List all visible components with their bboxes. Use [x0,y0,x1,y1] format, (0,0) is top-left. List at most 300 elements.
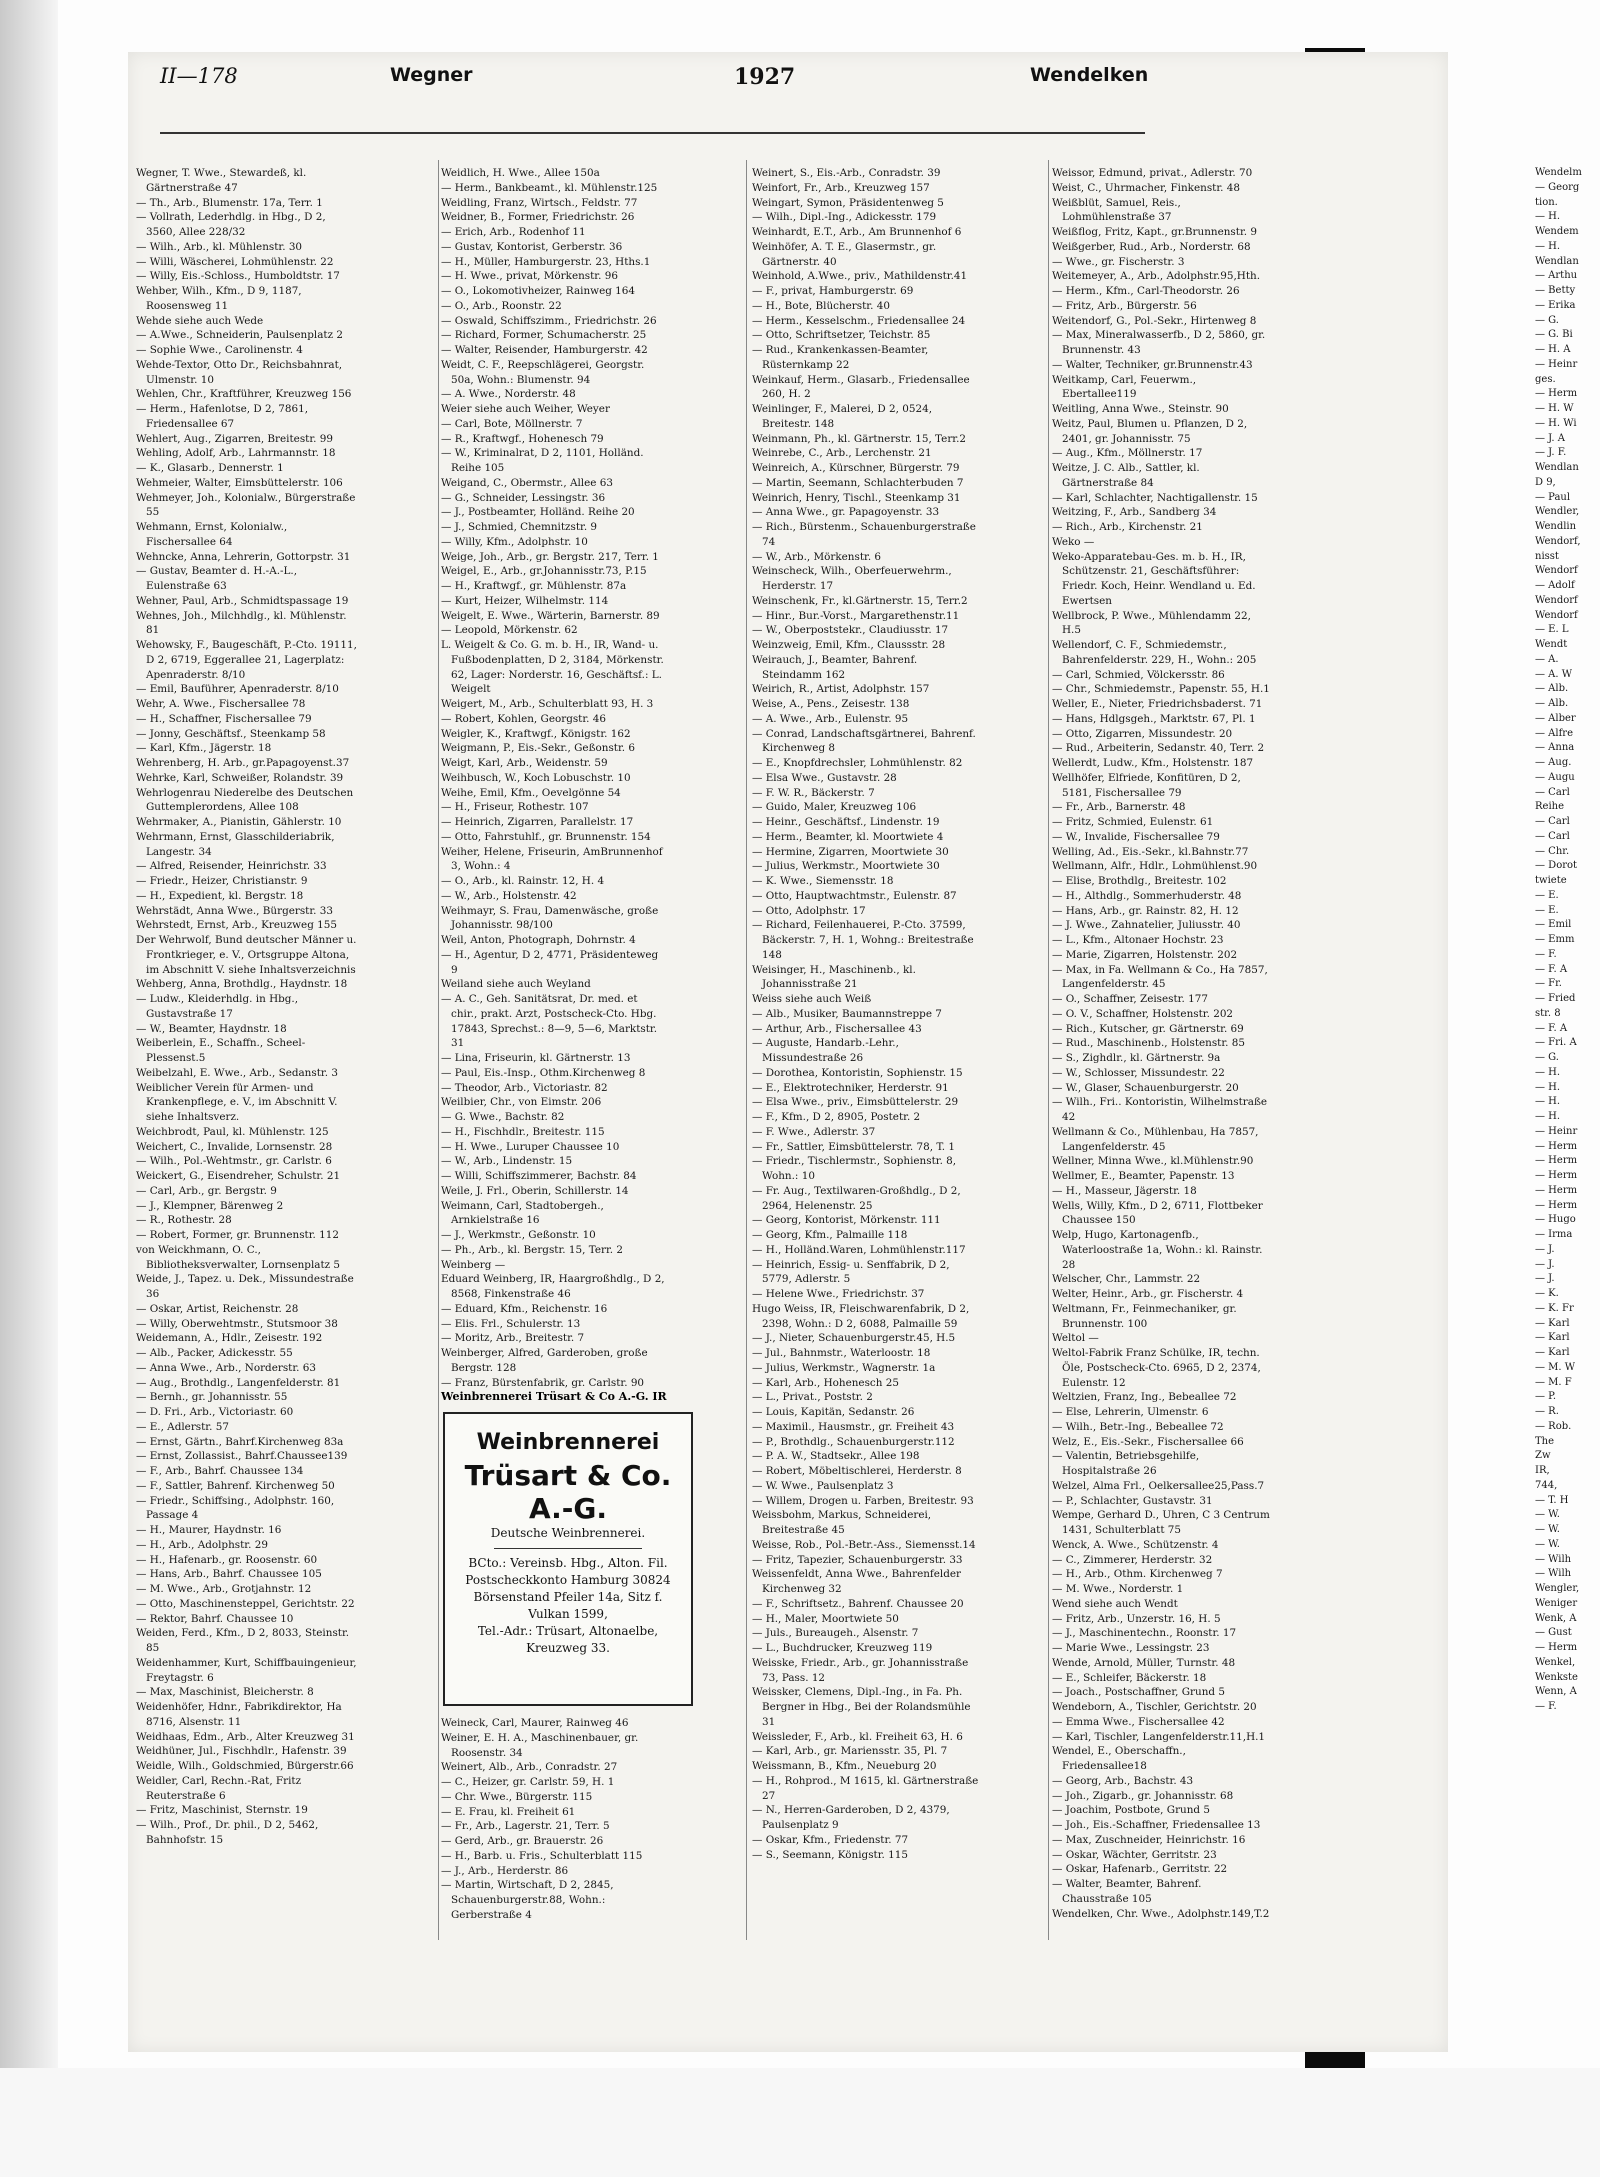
directory-column-4 [1052,166,1270,1956]
directory-entry: Weißblüt, Samuel, Reis., Lohmühlenstraße 37 [1052,196,1181,224]
page-number: II—178 [160,64,238,88]
directory-entry: — Augu [1535,771,1575,783]
directory-entry: Weinmann, Ph., kl. Gärtnerstr. 15, Terr.2 [752,432,967,445]
directory-entry: — R. [1535,1406,1559,1417]
directory-entry: — H., Maurer, Haydnstr. 16 [136,1524,282,1536]
directory-entry: Wehmann, Ernst, Kolonialw., Fischersallee 64 [136,521,288,548]
directory-entry: Weinreich, A., Kürschner, Bürgerstr. 79 [752,462,960,474]
directory-entry: — Hugo [1535,1214,1576,1226]
directory-entry: — L., Kfm., Altonaer Hochstr. 23 [1052,934,1224,946]
directory-entry: — Robert, Former, gr. Brunnenstr. 112 [136,1229,339,1241]
directory-entry: — Fritz, Arb., Bürgerstr. 56 [1052,299,1197,312]
directory-entry: — Anna Wwe., gr. Papagoyenstr. 33 [752,506,940,519]
directory-entry: — Max, in Fa. Wellmann & Co., Ha 7857, Langenfelderstr. 45 [1052,963,1268,991]
directory-entry: — G. [1535,1052,1559,1063]
directory-entry: — Georg, Arb., Bachstr. 43 [1052,1774,1194,1787]
directory-entry: — W., Invalide, Fischersallee 79 [1052,830,1220,843]
directory-entry: — Emil, Bauführer, Apenraderstr. 8/10 [136,683,339,696]
directory-entry: Wehr, A. Wwe., Fischersallee 78 [136,698,306,710]
directory-entry: — Otto, Fahrstuhlf., gr. Brunnenstr. 154 [441,830,651,843]
directory-entry: — Irma [1535,1229,1573,1240]
directory-entry: — F., privat, Hamburgerstr. 69 [752,285,914,297]
directory-entry: tion. [1535,196,1558,208]
directory-entry: — T. H [1535,1494,1569,1506]
directory-entry: — A.Wwe., Schneiderin, Paulsenplatz 2 [136,329,343,342]
directory-entry: — J. [1535,1258,1555,1270]
directory-entry: nisst [1535,550,1559,562]
directory-entry: — Vollrath, Lederhdlg. in Hbg., D 2, 3560, Allee 228/32 [136,211,326,238]
directory-entry: Wendlin [1535,521,1577,532]
directory-entry: — Karl [1535,1347,1570,1358]
directory-entry: — Else, Lehrerin, Ulmenstr. 6 [1052,1406,1209,1418]
directory-entry: Weller, E., Nieter, Friedrichsbaderst. 71 [1052,698,1263,710]
directory-entry: Wehberg, Anna, Brothdlg., Haydnstr. 18 [136,978,348,991]
directory-entry: Weinkauf, Herm., Glasarb., Friedensallee 260, H. 2 [752,373,970,401]
directory-entry: Weissbohm, Markus, Schneiderei, Breitestraße 45 [752,1509,932,1536]
directory-entry: — H., Arb., Othm. Kirchenweg 7 [1052,1568,1223,1581]
directory-entry: Weickert, G., Eisendreher, Schulstr. 21 [136,1170,341,1182]
directory-entry: The [1535,1435,1555,1447]
directory-entry: — Carl, Schmied, Völckersstr. 86 [1052,668,1225,681]
directory-entry: Weingart, Symon, Präsidentenweg 5 [752,196,944,209]
directory-entry: — H. Wi [1535,417,1577,429]
directory-entry: — Herm., Kesselschm., Friedensallee 24 [752,314,966,327]
directory-entry: — H. [1535,1096,1561,1108]
directory-entry: Wellbrock, P. Wwe., Mühlendamm 22, H.5 [1052,609,1251,637]
directory-entry: — F. A [1535,963,1568,975]
directory-entry: Wendelken, Chr. Wwe., Adolphstr.149,T.2 [1052,1907,1270,1920]
directory-entry: Wellendorf, C. F., Schmiedemstr., Bahrenfelderstr. 229, H., Wohn.: 205 [1052,639,1257,666]
directory-entry: Reihe [1535,801,1565,813]
directory-entry: — Julius, Werkmstr., Wagnerstr. 1a [752,1361,936,1374]
directory-entry: — F. Wwe., Adlerstr. 37 [752,1125,876,1138]
directory-entry: Weinberg — [441,1258,506,1271]
directory-entry: — M. Wwe., Norderstr. 1 [1052,1583,1184,1595]
directory-entry: — Carl [1535,816,1570,827]
column-divider [438,160,439,1940]
directory-entry: Weltzien, Franz, Ing., Bebeallee 72 [1052,1391,1237,1404]
directory-entry: Wellmer, E., Beamter, Papenstr. 13 [1052,1170,1235,1182]
directory-entry: Weigel, E., Arb., gr.Johannisstr.73, P.15 [441,565,647,578]
directory-entry: — Dorothea, Kontoristin, Sophienstr. 15 [752,1066,963,1079]
directory-entry: — Oskar, Hafenarb., Gerritstr. 22 [1052,1863,1228,1876]
directory-entry: — Aug. [1535,757,1572,768]
directory-entry: Weier siehe auch Weiher, Weyer [441,403,610,415]
directory-entry: — E., Knopfdrechsler, Lohmühlenstr. 82 [752,757,963,769]
directory-entry: Weise, A., Pens., Zeisestr. 138 [752,698,910,710]
directory-entry: — J. A [1535,432,1565,444]
directory-entry: — Herm., Bankbeamt., kl. Mühlenstr.125 [441,181,658,194]
directory-entry: — W., Arb., Lindenstr. 15 [441,1155,573,1168]
directory-entry: Wehling, Adolf, Arb., Lahrmannstr. 18 [136,447,336,460]
directory-entry: Weitz, Paul, Blumen u. Pflanzen, D 2, 2401, gr. Johannisstr. 75 [1052,417,1248,445]
directory-entry: D 9, [1535,476,1556,488]
ad-street: Kreuzweg 33. [526,1641,610,1655]
directory-entry: — Hans, Hdlgsgeh., Marktstr. 67, Pl. 1 [1052,712,1256,725]
directory-entry: Weiher, Helene, Friseurin, AmBrunnenhof 3, Wohn.: 4 [441,845,663,873]
directory-entry: Wehrstedt, Ernst, Arb., Kreuzweg 155 [136,919,337,932]
directory-entry: Wellner, Minna Wwe., kl.Mühlenstr.90 [1052,1155,1254,1168]
directory-entry: — Rektor, Bahrf. Chaussee 10 [136,1612,294,1625]
directory-entry: — H., Agentur, D 2, 4771, Präsidenteweg 9 [441,948,659,976]
directory-entry: — Alfred, Reisender, Heinrichstr. 33 [136,860,327,873]
directory-entry: Weinrich, Henry, Tischl., Steenkamp 31 [752,491,961,504]
header-rule [160,132,1145,134]
directory-entry: — H., Hafenarb., gr. Roosenstr. 60 [136,1553,318,1566]
directory-entry: — J. Wwe., Zahnatelier, Juliusstr. 40 [1052,919,1241,932]
directory-entry: — Friedr., Heizer, Christianstr. 9 [136,875,308,887]
directory-entry: — Ernst, Gärtn., Bahrf.Kirchenweg 83a [136,1435,344,1448]
directory-entry: Welz, E., Eis.-Sekr., Fischersallee 66 [1052,1435,1244,1448]
directory-entry: — Jul., Bahnmstr., Waterloostr. 18 [752,1347,931,1359]
directory-entry: twiete [1535,875,1567,886]
directory-entry: Weissenfeldt, Anna Wwe., Bahrenfelder Kirchenweg 32 [752,1568,961,1595]
first-entry-keyword: Wegner [390,64,473,86]
directory-entry: — J., Schmied, Chemnitzstr. 9 [441,521,598,533]
page-header [150,64,1150,98]
directory-entry: — Georg [1535,181,1580,193]
directory-entry: — Chr. Wwe., Bürgerstr. 115 [441,1790,593,1803]
directory-entry: — F., Kfm., D 2, 8905, Postetr. 2 [752,1111,921,1123]
directory-entry: — Richard, Former, Schumacherstr. 25 [441,329,647,342]
directory-entry: Wehner, Paul, Arb., Schmidtspassage 19 [136,594,349,607]
directory-entry: — W. [1535,1524,1560,1535]
directory-entry: — Arthur, Arb., Fischersallee 43 [752,1022,922,1035]
directory-entry: — H., Barb. u. Fris., Schulterblatt 115 [441,1849,643,1862]
directory-entry: — C., Zimmerer, Herderstr. 32 [1052,1553,1213,1566]
directory-entry: Weidemann, A., Hdlr., Zeisestr. 192 [136,1332,323,1345]
directory-entry: — Auguste, Handarb.-Lehr., Missundestraße 26 [752,1037,899,1064]
directory-entry: — H. Wwe., privat, Mörkenstr. 96 [441,270,618,283]
directory-entry: Weissor, Edmund, privat., Adlerstr. 70 [1052,167,1253,179]
directory-entry: — Elsa Wwe., Gustavstr. 28 [752,771,897,784]
directory-entry: — G. Wwe., Bachstr. 82 [441,1111,565,1123]
directory-entry: Wenck, A. Wwe., Schützenstr. 4 [1052,1538,1219,1551]
directory-entry: — Carl [1535,786,1570,798]
directory-entry: — Leopold, Mörkenstr. 62 [441,624,578,637]
directory-entry: — Wilh [1535,1568,1572,1580]
left-margin-shadow [0,0,58,2177]
directory-entry: Weitzing, F., Arb., Sandberg 34 [1052,506,1217,519]
directory-entry: Weirich, R., Artist, Adolphstr. 157 [752,683,930,696]
directory-entry: Weigert, M., Arb., Schulterblatt 93, H. 3 [441,698,654,710]
column-divider [746,160,747,1940]
directory-entry: — Kurt, Heizer, Wilhelmstr. 114 [441,594,609,607]
directory-entry: Wehber, Wilh., Kfm., D 9, 1187, Roosensweg 11 [136,285,302,312]
directory-entry: — P., Brothdlg., Schauenburgerstr.112 [752,1435,955,1448]
directory-entry: Wehlert, Aug., Zigarren, Breitestr. 99 [136,432,333,445]
directory-entry: Wehncke, Anna, Lehrerin, Gottorpstr. 31 [136,550,351,563]
directory-entry: Weiner, E. H. A., Maschinenbauer, gr. Roosenstr. 34 [441,1731,639,1759]
directory-entry: — O., Arb., Roonstr. 22 [441,299,562,312]
directory-entry: — H. [1535,240,1561,252]
directory-entry: Weisske, Friedr., Arb., gr. Johannisstraße 73, Pass. 12 [752,1656,969,1684]
directory-entry: Wehde-Textor, Otto Dr., Reichsbahnrat, Ulmenstr. 10 [136,358,343,386]
directory-entry: Wellmann & Co., Mühlenbau, Ha 7857, Langenfelderstr. 45 [1052,1125,1259,1153]
directory-entry: Weinrebe, C., Arb., Lerchenstr. 21 [752,447,932,460]
directory-entry: — J., Nieter, Schauenburgerstr.45, H.5 [752,1332,956,1345]
directory-entry: — D. Fri., Arb., Victoriastr. 60 [136,1406,294,1418]
directory-entry: — E., Adlerstr. 57 [136,1420,229,1433]
directory-entry: Wendler, [1535,506,1580,518]
directory-entry: — Herm., Kfm., Carl-Theodorstr. 26 [1052,285,1240,297]
directory-entry: — Fr. Aug., Textilwaren-Großhdlg., D 2, 2964, Helenenstr. 25 [752,1184,961,1212]
directory-entry: — K. Wwe., Siemensstr. 18 [752,875,894,887]
directory-entry: Welzel, Alma Frl., Oelkersallee25,Pass.7 [1052,1479,1265,1492]
directory-entry: — Aug., Brothdlg., Langenfelderstr. 81 [136,1376,341,1389]
directory-entry: — H., Bote, Blücherstr. 40 [752,299,890,312]
directory-entry: — Wilh., Prof., Dr. phil., D 2, 5462, Bahnhofstr. 15 [136,1819,319,1846]
directory-entry: Weichbrodt, Paul, kl. Mühlenstr. 125 [136,1125,329,1138]
directory-entry: — Moritz, Arb., Breitestr. 7 [441,1332,585,1345]
directory-entry: von Weickhmann, O. C., Bibliotheksverwalter, Lornsenplatz 5 [136,1243,341,1271]
directory-entry: — Marie Wwe., Lessingstr. 23 [1052,1642,1210,1654]
directory-entry: — L., Privat., Poststr. 2 [752,1391,873,1404]
directory-entry: — W. [1535,1509,1560,1521]
directory-entry: — Fritz, Tapezier, Schauenburgerstr. 33 [752,1553,963,1566]
directory-entry: Weidenhammer, Kurt, Schiffbauingenieur, Freytagstr. 6 [136,1656,357,1684]
directory-column-2-continued [441,1716,667,1956]
directory-entry: Weidenhöfer, Hdnr., Fabrikdirektor, Ha 8716, Alsenstr. 11 [136,1701,342,1728]
directory-entry: — R., Rothestr. 28 [136,1214,232,1227]
directory-entry: — H., Althdlg., Sommerhuderstr. 48 [1052,889,1242,902]
directory-entry: — Fr., Sattler, Eimsbüttelerstr. 78, T. 1 [752,1140,955,1153]
directory-entry: Wellmann, Alfr., Hdlr., Lohmühlenst.90 [1052,860,1258,873]
directory-entry: Wendlan [1535,462,1579,473]
directory-entry: — A. W [1535,668,1573,680]
directory-entry: — M. F [1535,1376,1572,1388]
directory-entry: — Arthu [1535,270,1578,282]
directory-entry: Weineck, Carl, Maurer, Rainweg 46 [441,1717,629,1729]
directory-entry: Wendorf [1535,609,1578,621]
directory-entry: — Alb. [1535,683,1569,695]
directory-entry: Weissleder, F., Arb., kl. Freiheit 63, H. 6 [752,1730,963,1743]
directory-entry: — Wilh [1535,1553,1572,1565]
directory-entry: — F., Arb., Bahrf. Chaussee 134 [136,1465,304,1477]
directory-entry: — Franz, Bürstenfabrik, gr. Carlstr. 90 [441,1376,645,1388]
directory-entry: Welp, Hugo, Kartonagenfb., Waterloostraße 1a, Wohn.: kl. Rainstr. 28 [1052,1229,1263,1271]
directory-entry: Weidler, Carl, Rechn.-Rat, Fritz Reuterstraße 6 [136,1774,302,1802]
directory-entry: — E. [1535,889,1559,901]
directory-entry: Wehmeier, Walter, Eimsbüttelerstr. 106 [136,476,343,489]
directory-entry: — Willem, Drogen u. Farben, Breitestr. 93 [752,1494,974,1507]
directory-entry: Wenk, A [1535,1612,1577,1624]
directory-entry: Wehrlogenrau Niederelbe des Deutschen Guttemplerordens, Allee 108 [136,786,354,814]
directory-entry: — Conrad, Landschaftsgärtnerei, Bahrenf. Kirchenweg 8 [752,727,976,755]
directory-entry: Weigelt, E. Wwe., Wärterin, Barnerstr. 89 [441,609,660,622]
directory-entry: Wendorf [1535,565,1578,577]
directory-entry: Weile, J. Frl., Oberin, Schillerstr. 14 [441,1184,629,1197]
directory-entry: — Fritz, Maschinist, Sternstr. 19 [136,1804,308,1817]
directory-entry: — F. [1535,948,1557,960]
directory-entry: — W., Oberpoststekr., Claudiusstr. 17 [752,624,949,637]
directory-entry: — Emm [1535,934,1575,945]
directory-entry: — Sophie Wwe., Carolinenstr. 4 [136,344,303,356]
directory-entry: IR, [1535,1465,1550,1476]
directory-entry: — Heinr [1535,1125,1578,1137]
directory-entry: Weltol-Fabrik Franz Schülke, IR, techn. Öle, Postscheck-Cto. 6965, D 2, 2374, Eulenstr. 12 [1052,1347,1261,1389]
directory-entry: — P., Schlachter, Gustavstr. 31 [1052,1494,1213,1507]
directory-entry: — Herm [1535,1140,1578,1152]
directory-entry: — Walter, Reisender, Hamburgerstr. 42 [441,344,648,356]
directory-entry: Wehrmaker, A., Pianistin, Gählerstr. 10 [136,816,342,828]
directory-entry: — J., Klempner, Bärenweg 2 [136,1199,284,1212]
directory-entry: — Wilh., Arb., kl. Mühlenstr. 30 [136,240,303,253]
directory-entry: — Elise, Brothdlg., Breitestr. 102 [1052,875,1227,887]
directory-entry: — Julius, Werkmstr., Moortwiete 30 [752,860,940,873]
directory-entry: Weibelzahl, E. Wwe., Arb., Sedanstr. 3 [136,1066,338,1079]
directory-entry: — H. [1535,1111,1561,1122]
directory-entry: — O., Arb., kl. Rainstr. 12, H. 4 [441,875,605,887]
directory-entry: — H., Schaffner, Fischersallee 79 [136,712,312,725]
directory-entry: Hugo Weiss, IR, Fleischwarenfabrik, D 2, 2398, Wohn.: D 2, 6088, Palmaille 59 [752,1302,970,1330]
directory-entry: — Karl, Kfm., Jägerstr. 18 [136,742,272,755]
directory-entry: — Chr., Schmiedemstr., Papenstr. 55, H.1 [1052,683,1270,696]
directory-entry: 744, [1535,1479,1558,1491]
directory-entry: — Rich., Bürstenm., Schauenburgerstraße 74 [752,521,976,548]
directory-entry: — Otto, Zigarren, Missundestr. 20 [1052,727,1233,740]
directory-entry: — Louis, Kapitän, Sedanstr. 26 [752,1406,915,1418]
directory-entry: — Fri. A [1535,1037,1577,1049]
directory-entry: — Dorot [1535,860,1578,872]
directory-entry: Weihe, Emil, Kfm., Oevelgönne 54 [441,786,621,799]
directory-entry: — Carl, Bote, Möllnerstr. 7 [441,417,583,430]
directory-entry: Wenn, A [1535,1686,1577,1698]
directory-entry: — Betty [1535,285,1576,296]
directory-entry: — M. W [1535,1361,1576,1373]
directory-entry: Weinhold, A.Wwe., priv., Mathildenstr.41 [752,270,968,283]
directory-entry: Wenkste [1535,1671,1578,1683]
directory-entry: — Karl, Schlachter, Nachtigallenstr. 15 [1052,491,1258,504]
directory-entry: Weniger [1535,1597,1578,1609]
directory-entry: — W. [1535,1538,1560,1550]
bottom-margin [0,2068,1600,2177]
directory-entry: — Max, Maschinist, Bleicherstr. 8 [136,1686,314,1699]
directory-entry: — H. [1535,1066,1561,1078]
directory-entry: — Otto, Adolphstr. 17 [752,904,866,917]
directory-entry: — Walter, Beamter, Bahrenf. Chausstraße 105 [1052,1878,1202,1905]
directory-entry: — Theodor, Arb., Victoriastr. 82 [441,1081,608,1094]
directory-entry: Wehrstädt, Anna Wwe., Bürgerstr. 33 [136,904,334,917]
directory-entry: — Fritz, Arb., Unzerstr. 16, H. 5 [1052,1612,1221,1625]
ad-company-name: Trüsart & Co. A.-G. [464,1459,672,1525]
directory-entry: — Carl [1535,830,1570,842]
directory-entry: — Lina, Friseurin, kl. Gärtnerstr. 13 [441,1052,631,1064]
directory-entry: — Rich., Kutscher, gr. Gärtnerstr. 69 [1052,1022,1244,1035]
directory-entry: — Paul [1535,491,1571,503]
directory-entry: — J. [1535,1273,1555,1285]
directory-entry: Wende, Arnold, Müller, Turnstr. 48 [1052,1656,1236,1669]
directory-entry: — Georg, Kfm., Palmaille 118 [752,1229,908,1241]
directory-entry: — H. [1535,211,1561,223]
directory-entry: — Elsa Wwe., priv., Eimsbüttelerstr. 29 [752,1096,959,1109]
directory-entry: — Fritz, Schmied, Eulenstr. 61 [1052,816,1214,828]
directory-entry: — K. [1535,1288,1559,1299]
directory-entry: Wenkel, [1535,1656,1576,1668]
directory-entry: Weitkamp, Carl, Feuerwm., Ebertallee119 [1052,373,1197,401]
directory-entry: — Erika [1535,299,1576,311]
directory-entry: Weidle, Wilh., Goldschmied, Bürgerstr.66 [136,1760,354,1772]
directory-entry: Wendel, E., Oberschaffn., Friedensallee18 [1052,1745,1186,1772]
directory-entry: — Karl [1535,1317,1570,1329]
directory-entry: — Friedr., Schiffsing., Adolphstr. 160, Passage 4 [136,1494,335,1522]
directory-entry: — Heinrich, Zigarren, Parallelstr. 17 [441,816,634,828]
directory-entry: Weigand, C., Obermstr., Allee 63 [441,476,613,489]
directory-entry: — H. [1535,1081,1561,1093]
directory-entry: — Hinr., Bur.-Vorst., Margarethenstr.11 [752,609,960,622]
directory-entry: — Karl, Arb., Hohenesch 25 [752,1376,899,1389]
directory-entry: Weinschenk, Fr., kl.Gärtnerstr. 15, Terr.2 [752,594,968,607]
directory-entry: Wendorf [1535,594,1578,606]
directory-entry: — Fr. [1535,978,1562,990]
directory-entry: — Alfre [1535,727,1573,739]
directory-entry: Wempe, Gerhard D., Uhren, C 3 Centrum 1431, Schulterblatt 75 [1052,1509,1270,1536]
directory-entry: — Heinrich, Essig- u. Senffabrik, D 2, 5779, Adlerstr. 5 [752,1258,950,1286]
directory-entry: Weißgerber, Rud., Arb., Norderstr. 68 [1052,240,1251,253]
directory-entry: Weinlinger, F., Malerei, D 2, 0524, Breitestr. 148 [752,403,933,430]
directory-entry: — Alb., Packer, Adickesstr. 55 [136,1347,293,1359]
directory-entry: — Guido, Maler, Kreuzweg 106 [752,801,917,814]
directory-entry: Weitemeyer, A., Arb., Adolphstr.95,Hth. [1052,270,1260,283]
directory-entry: Weigt, Karl, Arb., Weidenstr. 59 [441,757,608,769]
directory-entry: — Herm [1535,1199,1578,1211]
directory-entry: — Eduard, Kfm., Reichenstr. 16 [441,1302,608,1315]
directory-entry: — A. C., Geh. Sanitätsrat, Dr. med. et chir., prakt. Arzt, Postscheck-Cto. Hbg. 17843, Sprechst.: 8—9, 5—6, Marktstr. 31 [441,993,658,1050]
directory-entry: — Fried [1535,993,1576,1004]
directory-entry: — Karl [1535,1332,1570,1344]
directory-entry: — Robert, Kohlen, Georgstr. 46 [441,712,607,725]
directory-entry: — J., Werkmstr., Geßonstr. 10 [441,1229,596,1241]
directory-entry: — Rud., Krankenkassen-Beamter, Rüsternkamp 22 [752,344,929,371]
directory-entry: — Wilh., Fri.. Kontoristin, Wilhelmstraße 42 [1052,1096,1268,1123]
directory-entry: Weiblicher Verein für Armen- und Krankenpflege, e. V., im Abschnitt V. siehe Inhaltsverz. [136,1081,338,1123]
directory-entry: — Wilh., Betr.-Ing., Bebeallee 72 [1052,1420,1224,1433]
directory-entry: — Robert, Möbeltischlerei, Herderstr. 8 [752,1465,962,1477]
directory-entry: — Joh., Zigarb., gr. Johannisstr. 68 [1052,1789,1234,1802]
directory-entry: — Alber [1535,712,1576,724]
directory-entry: — Oskar, Kfm., Friedenstr. 77 [752,1833,909,1846]
directory-entry: — S., Seemann, Königstr. 115 [752,1848,908,1861]
directory-entry: — Karl, Arb., gr. Mariensstr. 35, Pl. 7 [752,1745,948,1758]
directory-entry: Weitendorf, G., Pol.-Sekr., Hirtenweg 8 [1052,314,1257,327]
directory-entry: Weinert, Alb., Arb., Conradstr. 27 [441,1761,618,1774]
directory-entry: — Wwe., gr. Fischerstr. 3 [1052,255,1185,268]
directory-entry: — Herm [1535,1155,1578,1167]
directory-entry: — E., Schleifer, Bäckerstr. 18 [1052,1671,1207,1684]
directory-entry: — Fr., Arb., Lagerstr. 21, Terr. 5 [441,1820,610,1833]
directory-entry: — J., Arb., Herderstr. 86 [441,1864,569,1877]
directory-entry: — Martin, Seemann, Schlachterbuden 7 [752,476,964,489]
directory-entry: — O., Schaffner, Zeisestr. 177 [1052,993,1208,1005]
directory-entry: Weiden, Ferd., Kfm., D 2, 8033, Steinstr. 85 [136,1627,350,1654]
directory-entry: Weigmann, P., Eis.-Sekr., Geßonstr. 6 [441,742,636,755]
directory-entry: — S., Zighdlr., kl. Gärtnerstr. 9a [1052,1052,1221,1064]
directory-entry: Weide, J., Tapez. u. Dek., Missundestraße 36 [136,1273,354,1300]
ad-tagline: Deutsche Weinbrennerei. [490,1526,646,1540]
directory-entry: — W., Schlosser, Missundestr. 22 [1052,1066,1225,1079]
directory-entry: — H., Arb., Adolphstr. 29 [136,1538,268,1551]
directory-entry: Wengler, [1535,1583,1580,1594]
directory-entry: — Herm [1535,1642,1578,1653]
directory-entry: — H., Kraftwgf., gr. Mühlenstr. 87a [441,580,627,592]
directory-entry: — Willy, Kfm., Adolphstr. 10 [441,535,588,548]
directory-entry: Wehrenberg, H. Arb., gr.Papagoyenst.37 [136,757,350,769]
directory-entry: — Jonny, Geschäftsf., Steenkamp 58 [136,727,326,740]
directory-entry: Weisinger, H., Maschinenb., kl. Johannisstraße 21 [752,963,916,991]
directory-entry: Weltmann, Fr., Feinmechaniker, gr. Brunnenstr. 100 [1052,1302,1237,1330]
directory-entry: — A. Wwe., Norderstr. 48 [441,388,576,401]
directory-entry: — O., Lokomotivheizer, Rainweg 164 [441,285,636,297]
